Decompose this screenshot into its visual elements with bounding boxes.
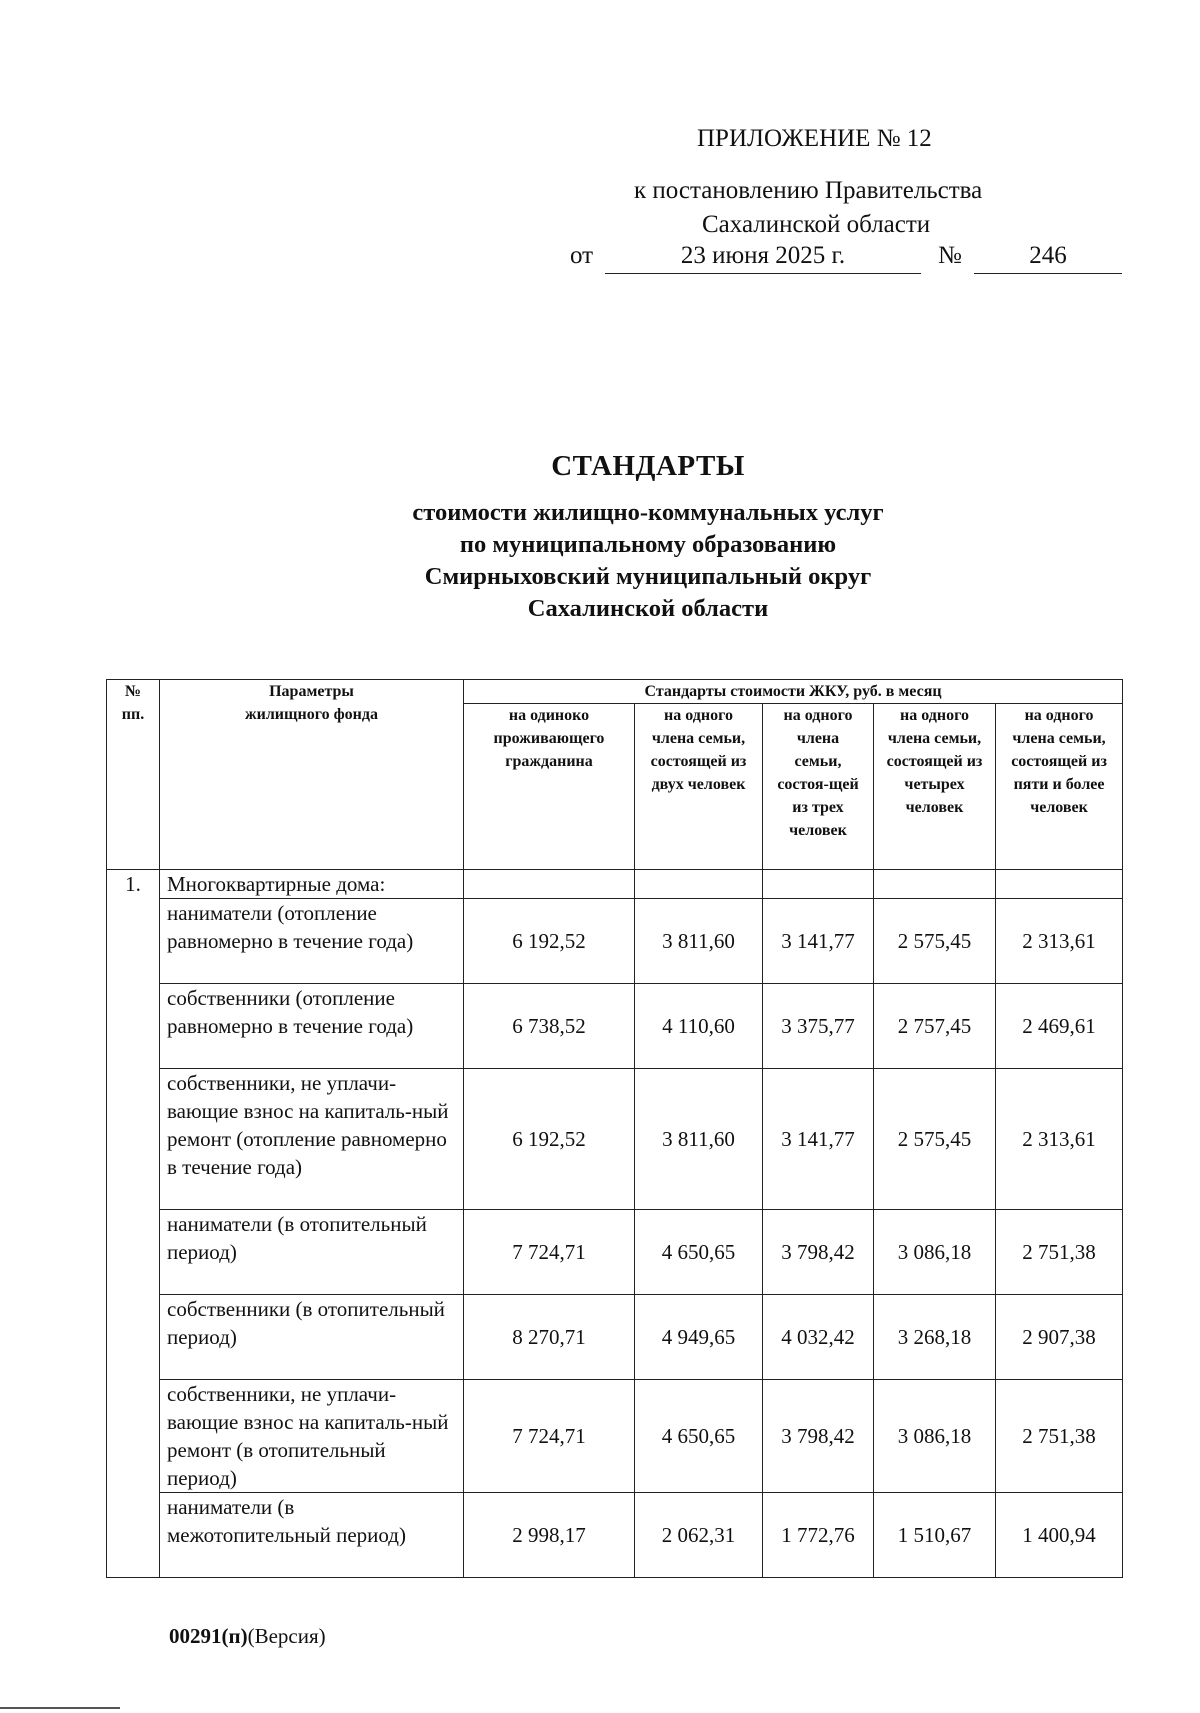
value-cell: 2 998,17	[464, 1493, 635, 1578]
decree-number: 246	[974, 242, 1122, 274]
table-row	[107, 1380, 1123, 1493]
header-value-col: на одного члена семьи, состоящей из двух человек	[635, 704, 763, 870]
value-cell: 3 798,42	[763, 1380, 874, 1493]
value-cell: 3 086,18	[874, 1380, 996, 1493]
empty-cell	[464, 870, 635, 899]
empty-cell	[635, 870, 763, 899]
row-label: собственники, не уплачи-вающие взнос на капиталь-ный ремонт (отопление равномерно в течение года)	[160, 1069, 464, 1210]
header-param-col	[160, 680, 464, 870]
value-cell: 2 313,61	[996, 1069, 1123, 1210]
document-subtitle	[0, 497, 1200, 625]
table-row	[107, 899, 1123, 984]
header-number-line: №	[124, 683, 142, 700]
header-group: Стандарты стоимости ЖКУ, руб. в месяц	[464, 680, 1123, 704]
value-cell: 2 751,38	[996, 1210, 1123, 1295]
empty-cell	[763, 870, 874, 899]
value-cell: 3 086,18	[874, 1210, 996, 1295]
value-cell: 2 469,61	[996, 984, 1123, 1069]
row-label: наниматели (в отопительный период)	[160, 1210, 464, 1295]
header-param-line: жилищного фонда	[245, 706, 378, 723]
value-cell: 2 575,45	[874, 1069, 996, 1210]
region-name: Сахалинской области	[702, 211, 931, 238]
value-cell: 3 375,77	[763, 984, 874, 1069]
document-code-number: 00291(п)	[169, 1624, 248, 1648]
subtitle-line: стоимости жилищно-коммунальных услуг	[412, 499, 884, 526]
table-row	[107, 1295, 1123, 1380]
value-cell: 6 192,52	[464, 899, 635, 984]
value-cell: 1 400,94	[996, 1493, 1123, 1578]
value-cell: 8 270,71	[464, 1295, 635, 1380]
decree-reference: к постановлению Правительства	[634, 177, 983, 204]
value-cell: 7 724,71	[464, 1210, 635, 1295]
row-label: собственники (в отопительный период)	[160, 1295, 464, 1380]
section-number: 1.	[107, 870, 160, 1578]
subtitle-line: Сахалинской области	[527, 595, 769, 622]
value-cell: 3 268,18	[874, 1295, 996, 1380]
header-value-col: на одного члена семьи, состоящей из четырех человек	[874, 704, 996, 870]
table-row	[107, 984, 1123, 1069]
header-number-line: пп.	[121, 706, 145, 723]
value-cell: 3 141,77	[763, 899, 874, 984]
header-value-col: на одиноко проживающего гражданина	[464, 704, 635, 870]
standards-table	[106, 679, 1123, 1578]
row-label: собственники, не уплачи-вающие взнос на капиталь-ный ремонт (в отопительный период)	[160, 1380, 464, 1493]
value-cell: 4 032,42	[763, 1295, 874, 1380]
value-cell: 4 110,60	[635, 984, 763, 1069]
subtitle-line: по муниципальному образованию	[459, 531, 837, 558]
empty-cell	[996, 870, 1123, 899]
document-code	[169, 1624, 326, 1649]
value-cell: 3 811,60	[635, 1069, 763, 1210]
value-cell: 2 313,61	[996, 899, 1123, 984]
value-cell: 2 907,38	[996, 1295, 1123, 1380]
page-edge-rule	[0, 1707, 120, 1709]
decree-date: 23 июня 2025 г.	[605, 242, 921, 274]
value-cell: 4 650,65	[635, 1210, 763, 1295]
subtitle-line: Смирныховский муниципальный округ	[424, 563, 872, 590]
header-param-line: Параметры	[269, 683, 354, 700]
section-row	[107, 870, 1123, 899]
header-value-col: на одного члена семьи, состоящей из пяти и более человек	[996, 704, 1123, 870]
value-cell: 3 811,60	[635, 899, 763, 984]
empty-cell	[874, 870, 996, 899]
value-cell: 2 757,45	[874, 984, 996, 1069]
value-cell: 3 798,42	[763, 1210, 874, 1295]
value-cell: 4 949,65	[635, 1295, 763, 1380]
value-cell: 2 575,45	[874, 899, 996, 984]
table-row	[107, 1069, 1123, 1210]
value-cell: 6 738,52	[464, 984, 635, 1069]
date-prefix: от	[570, 242, 594, 269]
row-label: наниматели (в межотопительный период)	[160, 1493, 464, 1578]
table-row	[107, 1493, 1123, 1578]
decree-date-row	[570, 242, 1130, 276]
value-cell: 3 141,77	[763, 1069, 874, 1210]
header-number-col	[107, 680, 160, 870]
table-row	[107, 1210, 1123, 1295]
value-cell: 4 650,65	[635, 1380, 763, 1493]
value-cell: 1 772,76	[763, 1493, 874, 1578]
document-title: СТАНДАРТЫ	[551, 450, 745, 482]
number-label: №	[938, 242, 962, 269]
value-cell: 2 062,31	[635, 1493, 763, 1578]
value-cell: 6 192,52	[464, 1069, 635, 1210]
value-cell: 7 724,71	[464, 1380, 635, 1493]
appendix-title: ПРИЛОЖЕНИЕ № 12	[697, 125, 932, 152]
header-value-col: на одного члена семьи, состоя-щей из трех человек	[763, 704, 874, 870]
value-cell: 1 510,67	[874, 1493, 996, 1578]
row-label: собственники (отопление равномерно в течение года)	[160, 984, 464, 1069]
document-version: (Версия)	[247, 1624, 326, 1648]
value-cell: 2 751,38	[996, 1380, 1123, 1493]
section-label: Многоквартирные дома:	[160, 870, 464, 899]
row-label: наниматели (отопление равномерно в течение года)	[160, 899, 464, 984]
